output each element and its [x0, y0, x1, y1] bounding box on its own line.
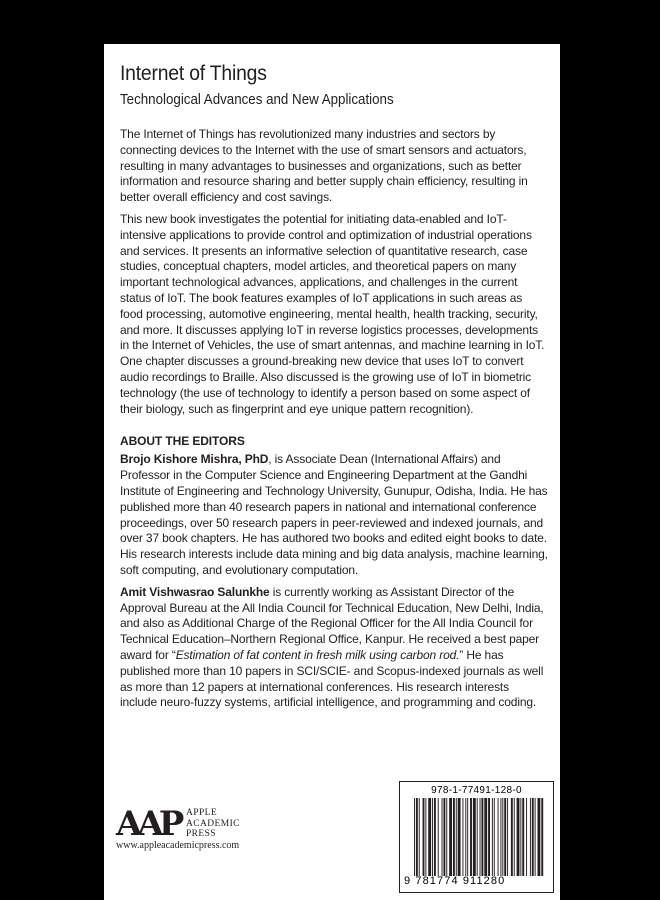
aap-logo-mark: AAP [116, 804, 180, 844]
publisher-url: www.appleacademicpress.com [116, 840, 240, 851]
editor-2-bio [120, 585, 548, 711]
editor-2-text-pre: is currently working as Assistant Director of the Approval Bureau at the All India Council for Technical Education, New Delhi, India, and also as Additional Charge of the Regional Officer for the All India Council for Technical Education–Northern Regional Office, Kanpur. He received a best paper award for “ [120, 584, 544, 662]
editor-2-name: Amit Vishwasrao Salunkhe [120, 584, 270, 599]
book-title: Internet of Things [120, 62, 267, 85]
barcode-bars [414, 798, 544, 876]
description-paragraph-2: This new book investigates the potential for initiating data-enabled and IoT-intensive applications to provide control and optimization of industrial operations and services. It presents an informative selection of quantitative research, case studies, conceptual chapters, model articles, and theoretical papers on many important technological advances, applications, and challenges in the current status of IoT. The book features examples of IoT applications in such areas as food processing, automotive engineering, mental health, health tracking, security, and more. It discusses applying IoT in reverse logistics processes, developments in the Internet of Vehicles, the use of smart antennas, and machine learning in IoT. One chapter discusses a ground-breaking new device that uses IoT to convert audio recordings to Braille. Also discussed is the growing use of IoT in biometric technology (the use of technology to identify a person based on some aspect of their biology, such as fingerprint and eye unique pattern recognition). [120, 211, 545, 416]
book-subtitle: Technological Advances and New Applications [120, 92, 394, 108]
editor-1-name: Brojo Kishore Mishra, PhD [120, 452, 269, 467]
cover-text [120, 60, 548, 711]
publisher-name-line-1: APPLE [186, 808, 218, 818]
isbn-barcode [399, 781, 554, 893]
back-cover [104, 44, 560, 900]
editor-1-text: , is Associate Dean (International Affairs) and Professor in the Computer Science and Engineering Department at the Gandhi Institute of Engineering and Technology University, Gunupur, Odisha, India. He has published more than 40 research papers in national and international conference proceedings, over 50 research papers in peer-reviewed and indexed journals, and over 37 book chapters. He has authored two books and edited eight books to date. His research interests include data mining and big data analysis, machine learning, soft computing, and evolutionary computation. [120, 452, 548, 577]
description-paragraph-1: The Internet of Things has revolutionized many industries and sectors by connecting devices to the Internet with the use of smart sensors and actuators, resulting in many advantages to businesses and organizations, such as better information and resource sharing and better supply chain efficiency, resulting in better overall efficiency and cost savings. [120, 127, 528, 205]
publisher-name-line-3: PRESS [186, 829, 216, 839]
publisher-name-line-2: ACADEMIC [186, 818, 240, 829]
editor-1-bio [120, 452, 548, 578]
about-editors-heading: ABOUT THE EDITORS [120, 434, 245, 449]
isbn-number: 978-1-77491-128-0 [431, 785, 522, 796]
editor-2-text-post: ” He has published more than 10 papers in SCI/SCIE- and Scopus-indexed journals as well as more than 12 papers at international conferences. His research interests include neuro-fuzzy systems, artificial intelligence, and programming and coding. [120, 647, 544, 710]
publisher-name [186, 808, 240, 840]
award-paper-title: Estimation of fat content in fresh milk using carbon rod. [175, 647, 460, 662]
barcode-digits: 9 781774 911280 [404, 875, 506, 887]
